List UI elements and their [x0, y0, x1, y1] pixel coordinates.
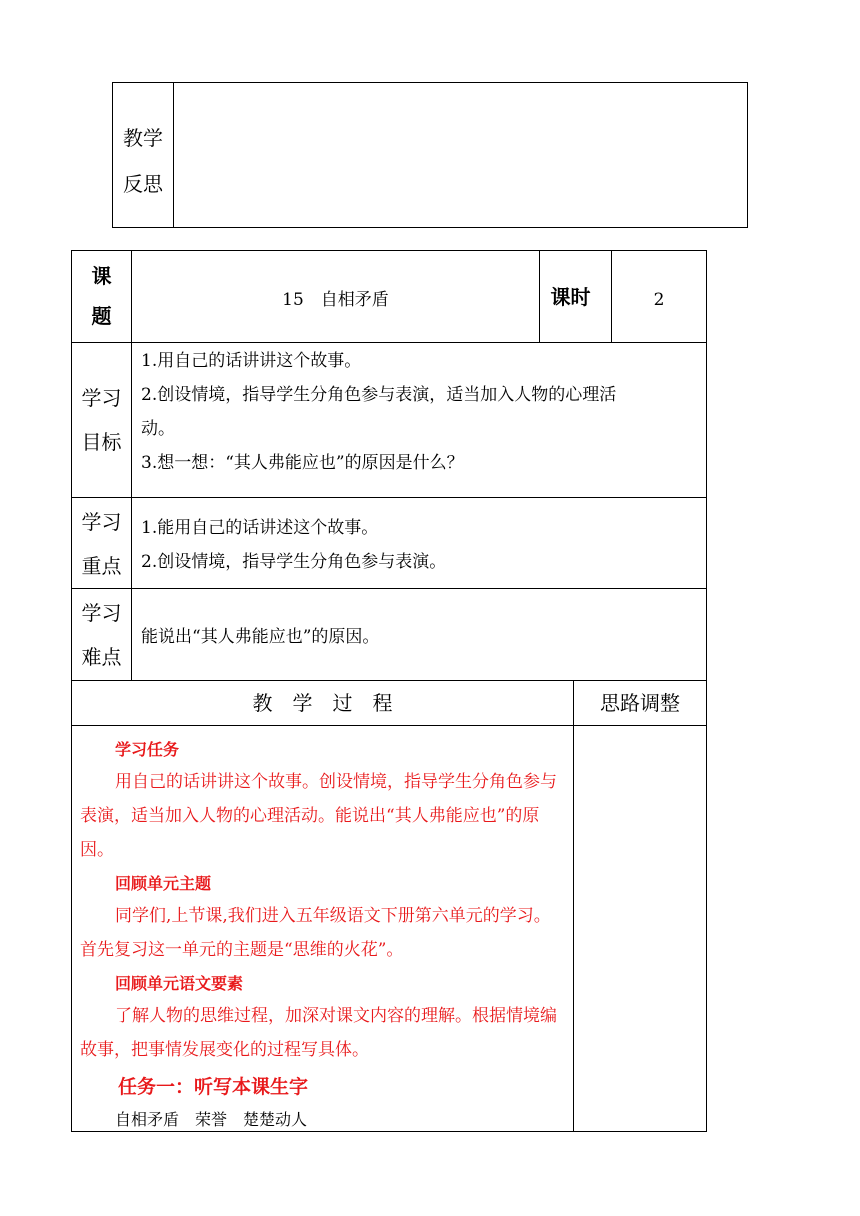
key-label-line2: 重点 [81, 554, 122, 578]
review-elements-text [80, 999, 570, 1067]
period-value: 2 [653, 290, 665, 310]
topic-label [72, 256, 131, 336]
goals-list [141, 344, 703, 480]
review-elements-line: 了解人物的思维过程，加深对课文内容的理解。根据情境编 [115, 1006, 557, 1026]
key-label [72, 500, 131, 588]
task-line: 表演，适当加入人物的心理活动。能说出“其人弗能应也”的原 [80, 806, 540, 826]
difficulty-label-line2: 难点 [81, 645, 122, 669]
task-line: 因。 [80, 840, 114, 860]
task-heading: 学习任务 [115, 740, 180, 759]
review-theme-text [80, 899, 570, 967]
reflection-label-line1: 教学 [123, 126, 163, 150]
key-point-item: 2.创设情境，指导学生分角色参与表演。 [141, 552, 447, 572]
process-content [80, 735, 570, 1135]
review-theme-line: 首先复习这一单元的主题是“思维的火花”。 [80, 940, 404, 960]
review-theme-heading: 回顾单元主题 [115, 874, 212, 893]
task-text [80, 765, 570, 867]
key-points-list [141, 511, 703, 579]
key-label-line1: 学习 [81, 510, 122, 534]
adjust-header: 思路调整 [600, 691, 680, 715]
goal-item: 2.创设情境，指导学生分角色参与表演，适当加入人物的心理活 [141, 385, 617, 405]
task1-heading: 任务一：听写本课生字 [118, 1076, 309, 1098]
difficulty-label-line1: 学习 [81, 601, 122, 625]
reflection-label [113, 115, 173, 207]
goals-label [72, 376, 131, 464]
reflection-content [174, 83, 747, 227]
goals-label-line2: 目标 [81, 430, 122, 454]
process-header: 教 学 过 程 [252, 691, 393, 715]
period-label: 课时 [550, 285, 591, 309]
reflection-label-line2: 反思 [123, 172, 163, 196]
goal-item: 3.想一想：“其人弗能应也”的原因是什么？ [141, 453, 464, 473]
review-theme-line: 同学们,上节课,我们进入五年级语文下册第六单元的学习。 [115, 906, 551, 926]
adjust-column [574, 726, 706, 1131]
goal-item: 1.用自己的话讲讲这个故事。 [141, 351, 362, 371]
topic-label-line1: 课 [91, 264, 112, 288]
goal-item: 动。 [141, 419, 175, 439]
key-point-item: 1.能用自己的话讲述这个故事。 [141, 518, 379, 538]
task-line: 用自己的话讲讲这个故事。创设情境，指导学生分角色参与 [115, 772, 557, 792]
review-elements-line: 故事，把事情发展变化的过程写具体。 [80, 1040, 369, 1060]
difficulty-label [72, 591, 131, 679]
topic-value: 15 自相矛盾 [282, 290, 389, 310]
goals-label-line1: 学习 [81, 386, 122, 410]
review-elements-heading: 回顾单元语文要素 [115, 974, 244, 993]
task1-words: 自相矛盾 荣誉 楚楚动人 [115, 1110, 308, 1129]
difficulty-text: 能说出“其人弗能应也”的原因。 [141, 627, 380, 647]
topic-label-line2: 题 [91, 304, 112, 328]
